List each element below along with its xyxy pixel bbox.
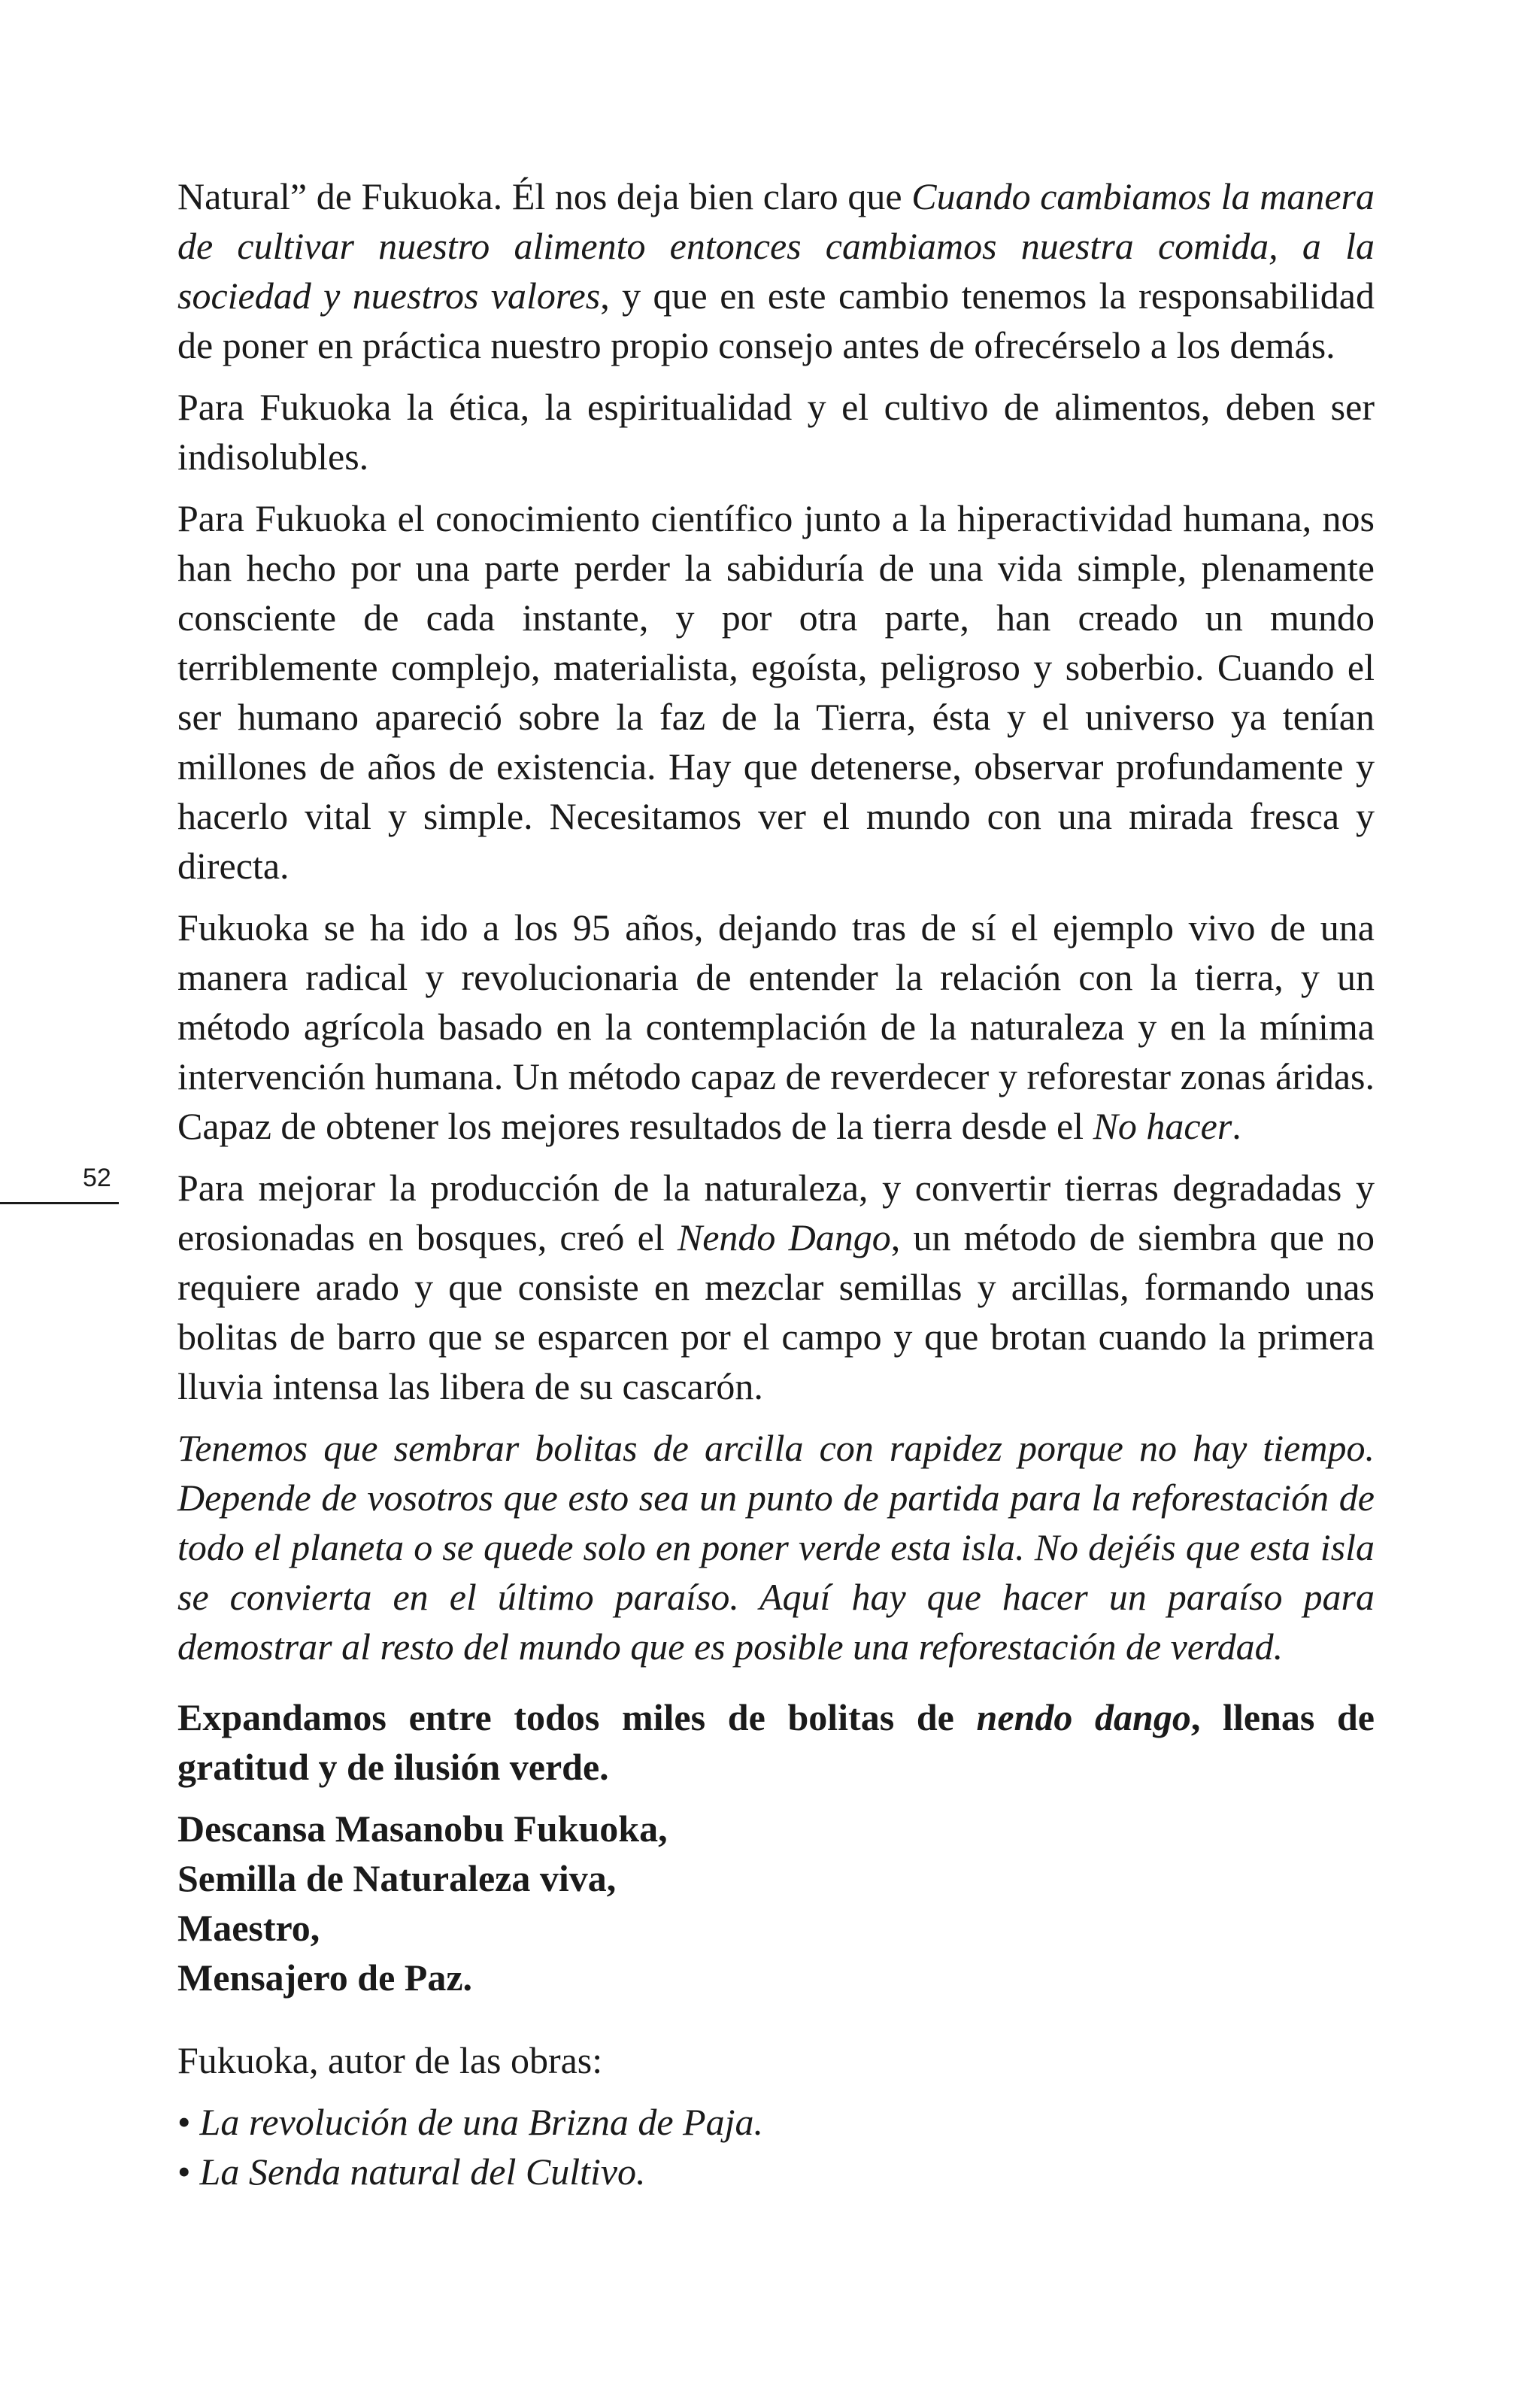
- paragraph-1-italic-quote: Cuando cambiamos la manera de cultivar nuestro alimento entonces cambiamos nuestra comida, a la sociedad y nuestros valores: [177, 175, 1375, 317]
- works-list-item: • La revolución de una Brizna de Paja.: [177, 2097, 1375, 2147]
- dedication-line: Semilla de Naturaleza viva,: [177, 1857, 617, 1899]
- paragraph-2: Para Fukuoka la ética, la espiritualidad y el cultivo de alimentos, deben ser indisolubles.: [177, 386, 1375, 478]
- bold-exhortation-text-b: , llenas de gratitud y de ilusión verde.: [177, 1696, 1375, 1788]
- quote-text: Tenemos que sembrar bolitas de arcilla con rapidez porque no hay tiempo. Depende de vosotros que esto sea un punto de partida para la reforestación de todo el planeta o se quede solo en poner verde esta isla. No dejéis que esta isla se convierta en el último paraíso. Aquí hay que hacer un paraíso para demostrar al resto del mundo que es posible una reforestación de verdad.: [177, 1427, 1375, 1668]
- paragraph-1-text-a: Natural” de Fukuoka. Él nos deja bien claro que: [177, 175, 912, 217]
- paragraph-5-italic: Nendo Dango: [677, 1216, 891, 1258]
- paragraph-3: Para Fukuoka el conocimiento científico junto a la hiperactividad humana, nos han hecho por una parte perder la sabiduría de una vida simple, plenamente consciente de cada instante, y por otra parte, han creado un mundo terriblemente complejo, materialista, egoísta, peligroso y soberbio. Cuando el ser humano apareció sobre la faz de la Tierra, ésta y el universo ya tenían millones de años de existencia. Hay que detenerse, observar profundamente y hacerlo vital y simple. Necesitamos ver el mundo con una mirada fresca y directa.: [177, 497, 1375, 887]
- page-number-rule: [0, 1202, 119, 1204]
- paragraph-4-text-a: Fukuoka se ha ido a los 95 años, dejando tras de sí el ejemplo vivo de una manera radical y revolucionaria de entender la relación con la tierra, y un método agrícola basado en la contemplación de la naturaleza y en la mínima intervención humana. Un método capaz de reverdecer y reforestar zonas áridas. Capaz de obtener los mejores resultados de la tierra desde el: [177, 906, 1375, 1147]
- bold-exhortation-text-a: Expandamos entre todos miles de bolitas de: [177, 1696, 977, 1738]
- italic-quote-paragraph: [177, 1423, 1375, 1671]
- paragraph-5: [177, 1163, 1375, 1411]
- body-text: [177, 171, 1375, 2196]
- dedication-line: Maestro,: [177, 1907, 320, 1949]
- paragraph-5-text-a: Para mejorar la producción de la naturaleza, y convertir tierras degradadas y erosionadas en bosques, creó el: [177, 1167, 1375, 1258]
- paragraph-5-text-b: , un método de siembra que no requiere arado y que consiste en mezclar semillas y arcillas, formando unas bolitas de barro que se esparcen por el campo y que brotan cuando la primera lluvia intensa las libera de su cascarón.: [177, 1216, 1375, 1407]
- works-list-item: • La Senda natural del Cultivo.: [177, 2147, 1375, 2196]
- works-intro: Fukuoka, autor de las obras:: [177, 2039, 603, 2081]
- paragraph-4-italic: No hacer: [1093, 1105, 1232, 1147]
- paragraph-1-text-b: , y que en este cambio tenemos la responsabilidad de poner en práctica nuestro propio consejo antes de ofrecérselo a los demás.: [177, 275, 1375, 366]
- bold-exhortation-italic: nendo dango: [976, 1696, 1191, 1738]
- page-number: 52: [83, 1164, 111, 1192]
- dedication-line: Mensajero de Paz.: [177, 1956, 473, 1999]
- paragraph-4-text-b: .: [1232, 1105, 1241, 1147]
- paragraph-1: [177, 171, 1375, 370]
- bold-exhortation: [177, 1692, 1375, 1792]
- works-list: [177, 2097, 1375, 2196]
- dedication-block: [177, 1804, 1375, 2002]
- paragraph-4: [177, 903, 1375, 1151]
- dedication-line: Descansa Masanobu Fukuoka,: [177, 1808, 668, 1850]
